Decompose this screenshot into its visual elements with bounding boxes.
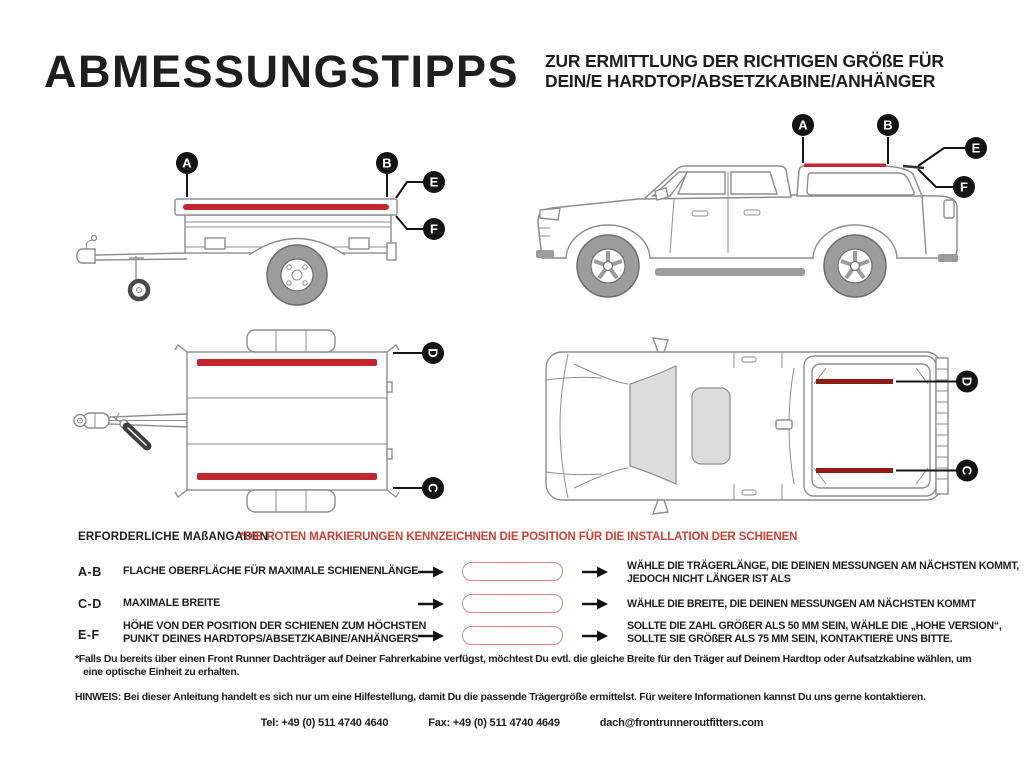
arrow-right-icon bbox=[418, 566, 444, 578]
row-label: HÖHE VON DER POSITION DER SCHIENEN ZUM HÖCHSTEN PUNKT DEINES HARDTOPS/ABSETZKABINE/ANHÄNGERS bbox=[123, 620, 427, 645]
svg-text:E: E bbox=[429, 174, 439, 190]
arrow-right-icon bbox=[582, 630, 608, 642]
contact-line bbox=[0, 717, 1024, 729]
rail-position-stripe bbox=[197, 473, 377, 480]
svg-text:A: A bbox=[182, 155, 192, 171]
svg-text:C: C bbox=[425, 483, 441, 493]
red-markings-note: *DIE ROTEN MARKIERUNGEN KENNZEICHNEN DIE POSITION FÜR DIE INSTALLATION DER SCHIENEN bbox=[240, 531, 798, 543]
row-key: E-F bbox=[78, 628, 100, 642]
page-subtitle bbox=[545, 51, 944, 91]
subtitle-line-1: ZUR ERMITTLUNG DER RICHTIGEN GRÖßE FÜR bbox=[545, 51, 944, 71]
measurement-row-ef bbox=[0, 619, 1024, 651]
subtitle-line-2: DEIN/E HARDTOP/ABSETZKABINE/ANHÄNGER bbox=[545, 71, 936, 91]
rail-position-stripe bbox=[183, 204, 389, 210]
windshield bbox=[630, 366, 676, 484]
marker-a bbox=[792, 114, 814, 136]
row-key: A-B bbox=[78, 565, 102, 579]
row-key: C-D bbox=[78, 597, 102, 611]
row-label: FLACHE OBERFLÄCHE FÜR MAXIMALE SCHIENENLÄNGE bbox=[123, 565, 419, 577]
rail-position-stripe bbox=[816, 379, 893, 384]
rail-position-stripe bbox=[816, 468, 893, 473]
svg-text:F: F bbox=[960, 179, 968, 195]
measurement-row-ab bbox=[0, 559, 1024, 587]
svg-text:A: A bbox=[798, 117, 808, 133]
measurement-value-field bbox=[462, 626, 563, 645]
marker-d bbox=[956, 371, 978, 393]
measurements-heading: ERFORDERLICHE MAßANGABEN bbox=[78, 531, 269, 543]
arrow-right-icon bbox=[418, 598, 444, 610]
marker-c bbox=[956, 460, 978, 482]
measurement-row-cd bbox=[0, 591, 1024, 617]
marker-b bbox=[376, 152, 398, 174]
fender-top bbox=[247, 330, 335, 352]
marker-e bbox=[423, 171, 445, 193]
arrow-right-icon bbox=[582, 598, 608, 610]
side-mirror bbox=[655, 188, 668, 200]
truck-side-view bbox=[520, 108, 1010, 313]
row-label: MAXIMALE BREITE bbox=[123, 597, 221, 609]
svg-text:D: D bbox=[425, 348, 441, 358]
arrow-right-icon bbox=[582, 566, 608, 578]
fender-bottom bbox=[247, 490, 335, 512]
trailer-illustration-top bbox=[74, 330, 399, 512]
measurement-value-field bbox=[462, 562, 563, 581]
trailer-top-view bbox=[35, 325, 465, 520]
footnote: *Falls Du bereits über einen Front Runner Dachträger auf Deiner Fahrerkabine verfügst, möchtest Du evtl. die gleiche Breite für den Träger auf Deinem Hardtop oder Aufsatzkabine wählen, um eine optische Einheit zu erhalten. bbox=[75, 653, 972, 678]
marker-f bbox=[423, 218, 445, 240]
trailer-illustration bbox=[77, 199, 397, 305]
arrow-right-icon bbox=[418, 630, 444, 642]
marker-b bbox=[877, 114, 899, 136]
front-wheel bbox=[577, 235, 639, 297]
marker-f bbox=[953, 176, 975, 198]
contact-tel: Tel: +49 (0) 511 4740 4640 bbox=[260, 717, 389, 729]
row-result: WÄHLE DIE BREITE, DIE DEINEN MESSUNGEN AM NÄCHSTEN KOMMT bbox=[627, 598, 976, 610]
tailgate bbox=[936, 358, 948, 494]
svg-text:C: C bbox=[959, 465, 975, 476]
row-result: SOLLTE DIE ZAHL GRÖßER ALS 50 MM SEIN, WÄHLE DIE „HOHE VERSION“, SOLLTE SIE GRÖßER ALS 75 MM SEIN, KONTAKTIERE UNS BITTE. bbox=[627, 620, 1002, 645]
svg-text:B: B bbox=[883, 117, 893, 133]
truck-illustration-top bbox=[546, 338, 948, 514]
marker-c bbox=[422, 477, 444, 499]
trailer-side-view bbox=[35, 125, 465, 315]
mirror-left bbox=[653, 338, 668, 352]
svg-text:D: D bbox=[959, 376, 975, 387]
contact-email: dach@frontrunneroutfitters.com bbox=[599, 717, 764, 729]
row-result: WÄHLE DIE TRÄGERLÄNGE, DIE DEINEN MESSUNGEN AM NÄCHSTEN KOMMT, JEDOCH NICHT LÄNGER IST ALS bbox=[627, 560, 1019, 585]
measurement-value-field bbox=[462, 594, 563, 613]
truck-illustration bbox=[536, 164, 958, 298]
rail-position-stripe bbox=[804, 164, 886, 168]
marker-e bbox=[965, 137, 987, 159]
truck-top-view bbox=[530, 332, 1000, 522]
page-title: ABMESSUNGSTIPPS bbox=[44, 46, 520, 97]
svg-text:F: F bbox=[430, 221, 438, 237]
rear-wheel bbox=[824, 235, 886, 297]
rail-position-stripe bbox=[197, 359, 377, 366]
contact-fax: Fax: +49 (0) 511 4740 4649 bbox=[428, 717, 560, 729]
hint-note: HINWEIS: Bei dieser Anleitung handelt es sich nur um eine Hilfestellung, damit Du die passende Trägergröße ermittelst. Für weitere Informationen kannst Du uns gerne kontaktieren. bbox=[75, 691, 926, 703]
svg-text:E: E bbox=[971, 140, 981, 156]
sunroof bbox=[692, 388, 730, 464]
svg-text:B: B bbox=[382, 155, 392, 171]
marker-a bbox=[176, 152, 198, 174]
mirror-right bbox=[653, 500, 668, 514]
marker-d bbox=[422, 342, 444, 364]
